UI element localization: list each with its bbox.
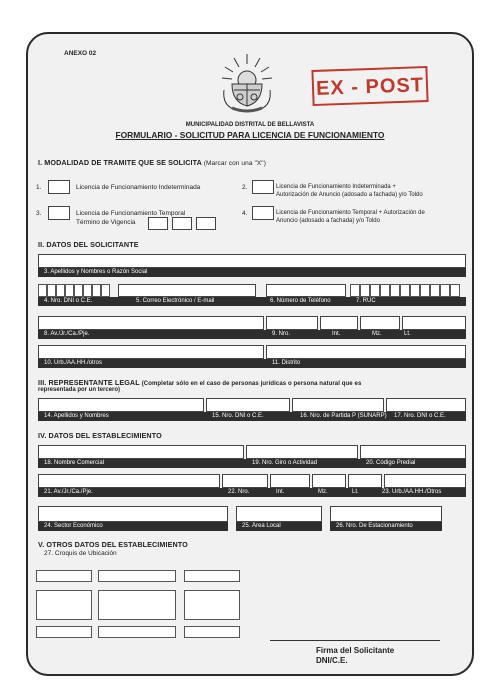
applicant-district-input[interactable]: [266, 345, 466, 359]
rep-dni-input[interactable]: [206, 398, 290, 412]
id-row-bar: [38, 297, 466, 306]
applicant-urb-input[interactable]: [38, 345, 264, 359]
option2-checkbox[interactable]: [252, 180, 274, 194]
est-street-input[interactable]: [38, 474, 220, 488]
municipal-seal-icon: [214, 50, 280, 116]
option4-checkbox[interactable]: [252, 206, 274, 220]
dni-digit-cell[interactable]: [65, 284, 74, 297]
form-sheet: [26, 32, 474, 676]
trade-name-label: 18. Nombre Comercial: [44, 460, 105, 466]
phone-input[interactable]: [266, 284, 346, 297]
sector-label: 24. Sector Económico: [44, 523, 103, 529]
option2-label-line1: Licencia de Funcionamiento Indeterminada +: [276, 184, 396, 190]
section1-title: I. MODALIDAD DE TRAMITE QUE SE SOLICITA (Marcar con una "X"): [38, 158, 266, 167]
est-lt-input[interactable]: [348, 474, 382, 488]
option2-number: 2.: [242, 184, 248, 191]
dni-digit-cell[interactable]: [74, 284, 83, 297]
ruc-digit-cell[interactable]: [410, 284, 420, 297]
applicant-number-input[interactable]: [266, 316, 318, 330]
dni-digit-cell[interactable]: [92, 284, 101, 297]
validity-cell-3[interactable]: [196, 217, 216, 230]
email-label: 5. Correo Electrónico / E-mail: [136, 298, 215, 304]
ruc-digit-cell[interactable]: [370, 284, 380, 297]
street-label: 8. Av./Jr./Ca./Pje.: [44, 331, 90, 337]
validity-cell-1[interactable]: [148, 217, 168, 230]
sketch-cell[interactable]: [98, 626, 176, 638]
section4-title: IV. DATOS DEL ESTABLECIMIENTO: [38, 431, 162, 440]
rep-dni2-input[interactable]: [386, 398, 466, 412]
urb-label: 10. Urb./AA.HH./otros: [44, 360, 103, 366]
parking-bar: [330, 522, 442, 531]
ruc-digit-cell[interactable]: [380, 284, 390, 297]
urb-district-bar: [38, 359, 466, 368]
option4-number: 4.: [242, 210, 248, 217]
sketch-cell[interactable]: [184, 570, 240, 582]
parking-label: 26. Nro. De Estacionamiento: [336, 523, 413, 529]
ruc-digit-cell[interactable]: [450, 284, 460, 297]
phone-label: 6. Número de Teléfono: [270, 298, 331, 304]
applicant-name-label: 3. Apellidos y Nombres o Razón Social: [44, 269, 148, 275]
sketch-cell[interactable]: [98, 570, 176, 582]
ruc-digit-cell[interactable]: [430, 284, 440, 297]
est-int-input[interactable]: [270, 474, 310, 488]
sketch-cell[interactable]: [36, 570, 92, 582]
area-bar: [236, 522, 322, 531]
district-label: 11. Distrito: [272, 360, 301, 366]
section3-title: III. REPRESENTANTE LEGAL (Completar sólo en el caso de personas jurídicas o persona natural que es: [38, 378, 362, 387]
dni-digit-cell[interactable]: [83, 284, 92, 297]
property-code-label: 20. Código Predial: [366, 460, 416, 466]
sketch-cell[interactable]: [98, 590, 176, 620]
economic-sector-input[interactable]: [38, 506, 228, 522]
activity-label: 19. Nro. Giro o Actividad: [252, 460, 318, 466]
int-label: Int.: [332, 331, 341, 337]
dni-digit-cell[interactable]: [47, 284, 56, 297]
dni-digit-cell[interactable]: [101, 284, 110, 297]
trade-name-input[interactable]: [38, 445, 244, 459]
applicant-lt-input[interactable]: [402, 316, 466, 330]
rep-partida-input[interactable]: [292, 398, 384, 412]
activity-input[interactable]: [246, 445, 358, 459]
address-bar: [38, 330, 466, 339]
sketch-cell[interactable]: [36, 626, 92, 638]
applicant-int-input[interactable]: [320, 316, 358, 330]
est-urb-label: 23. Urb./AA.HH./Otros: [382, 489, 442, 495]
ruc-digit-cell[interactable]: [420, 284, 430, 297]
rep-name-label: 14. Apellidos y Nombres: [44, 413, 109, 419]
email-input[interactable]: [118, 284, 256, 297]
rep-name-input[interactable]: [38, 398, 204, 412]
property-code-input[interactable]: [360, 445, 466, 459]
sketch-cell[interactable]: [184, 626, 240, 638]
area-input[interactable]: [236, 506, 322, 522]
option4-label-line1: Licencia de Funcionamiento Temporal + Autorización de: [276, 210, 425, 216]
dni-label: 4. Nro. DNI o C.E.: [44, 298, 93, 304]
option3-label-line2: Término de Vigencia: [76, 219, 136, 226]
est-mz-input[interactable]: [312, 474, 346, 488]
parking-input[interactable]: [330, 506, 442, 522]
est-address-bar: [38, 488, 466, 497]
ruc-digit-cell[interactable]: [390, 284, 400, 297]
rep-dni-label: 15. Nro. DNI o C.E.: [212, 413, 264, 419]
signature-label: Firma del Solicitante: [316, 646, 395, 655]
ruc-digit-cell[interactable]: [360, 284, 370, 297]
rep-partida-label: 16. Nro. de Partida P (SUNARP): [300, 413, 387, 419]
ruc-digit-cell[interactable]: [350, 284, 360, 297]
form-title: FORMULARIO - SOLICITUD PARA LICENCIA DE FUNCIONAMIENTO: [115, 130, 385, 140]
establishment-bar: [38, 459, 466, 468]
option3-number: 3.: [36, 210, 42, 217]
sketch-cell[interactable]: [184, 590, 240, 620]
option2-label-line2: Autorización de Anuncio (adosado a fachada) y/o Toldo: [276, 192, 423, 198]
sketch-cell[interactable]: [36, 590, 92, 620]
applicant-street-input[interactable]: [38, 316, 264, 330]
section3-note-line2: representada por un tercero): [38, 387, 121, 393]
option3-label-line1: Licencia de Funcionamiento Temporal: [76, 210, 186, 217]
option1-checkbox[interactable]: [48, 180, 70, 194]
municipality-name: MUNICIPALIDAD DISTRITAL DE BELLAVISTA: [185, 122, 315, 128]
annex-label: ANEXO 02: [64, 50, 97, 57]
sector-bar: [38, 522, 228, 531]
validity-cell-2[interactable]: [172, 217, 192, 230]
est-int-label: Int.: [276, 489, 285, 495]
ruc-label: 7. RUC: [356, 298, 376, 304]
ruc-digit-cell[interactable]: [400, 284, 410, 297]
est-lt-label: Lt.: [352, 489, 359, 495]
signature-line: [270, 640, 440, 641]
est-number-label: 22. Nro.: [228, 489, 250, 495]
applicant-name-input[interactable]: [38, 254, 466, 268]
mz-label: Mz.: [372, 331, 382, 337]
rep-dni2-label: 17. Nro. DNI o C.E.: [394, 413, 446, 419]
est-urb-input[interactable]: [384, 474, 466, 488]
applicant-name-bar: [38, 268, 466, 277]
lt-label: Lt.: [404, 331, 411, 337]
section5-title: V. OTROS DATOS DEL ESTABLECIMIENTO: [38, 540, 188, 549]
applicant-mz-input[interactable]: [360, 316, 400, 330]
ruc-digit-cell[interactable]: [440, 284, 450, 297]
option3-checkbox[interactable]: [48, 206, 70, 220]
option1-number: 1.: [36, 184, 42, 191]
option4-label-line2: Anuncio (adosado a fachada) y/o Toldo: [276, 218, 380, 224]
ex-post-stamp: EX - POST: [311, 66, 428, 106]
number-label: 9. Nro.: [272, 331, 291, 337]
dni-digit-cell[interactable]: [38, 284, 47, 297]
area-label: 25. Área Local: [242, 523, 281, 529]
sketch-label: 27. Croquis de Ubicación: [44, 550, 117, 557]
est-mz-label: Mz.: [318, 489, 328, 495]
option1-label: Licencia de Funcionamiento Indeterminada: [76, 184, 201, 191]
rep-bar: [38, 412, 466, 421]
dni-digit-cell[interactable]: [56, 284, 65, 297]
section2-title: II. DATOS DEL SOLICITANTE: [38, 240, 139, 249]
est-street-label: 21. Av./Jr./Ca./Pje.: [44, 489, 93, 495]
est-number-input[interactable]: [222, 474, 268, 488]
signature-id-label: DNI/C.E.: [316, 656, 348, 665]
